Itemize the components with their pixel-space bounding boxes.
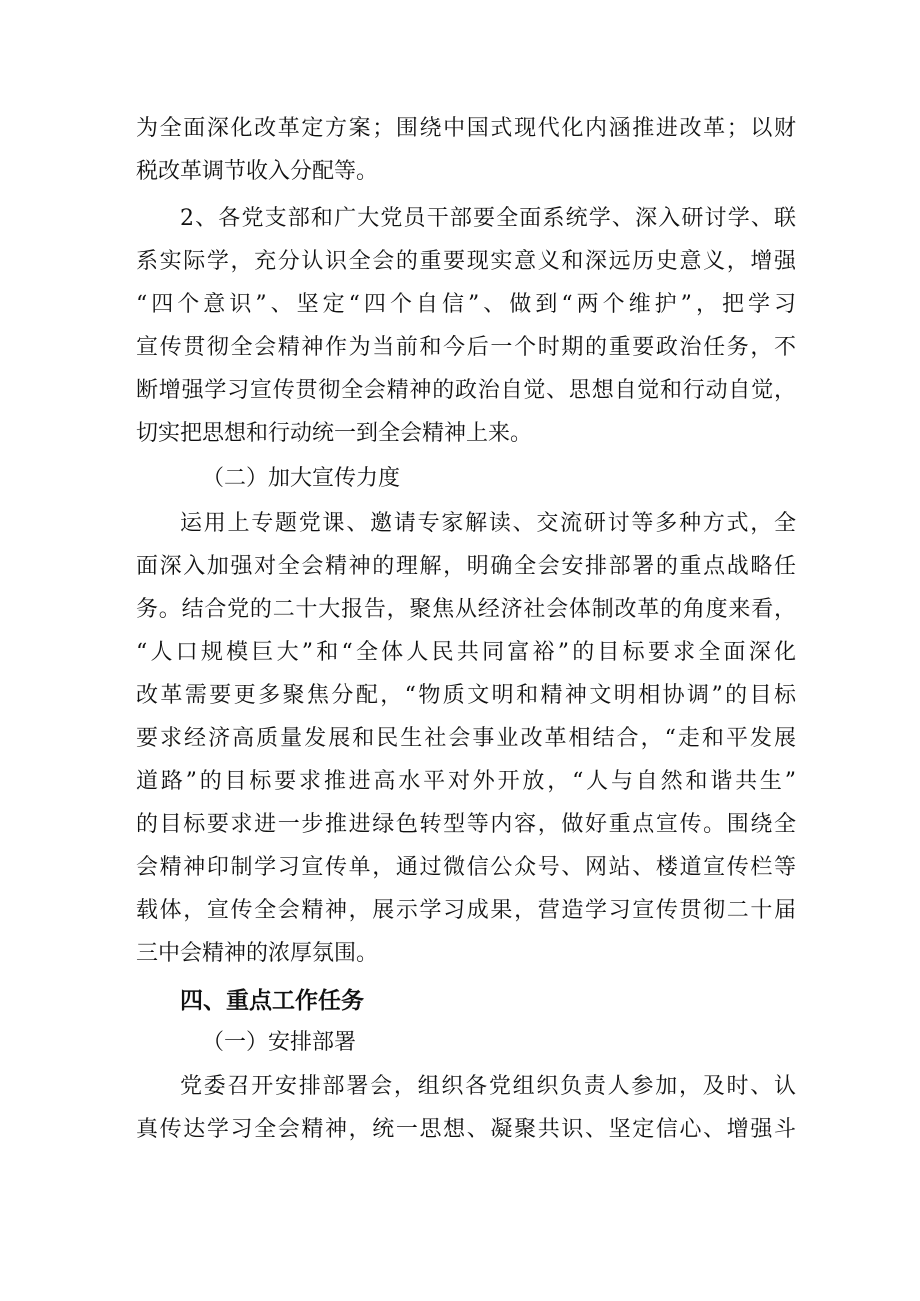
section-heading <box>136 980 796 1023</box>
paragraph-publicity <box>136 502 796 975</box>
paragraph-item-2 <box>136 197 796 455</box>
subheading-deployment <box>136 1021 796 1064</box>
paragraph-deployment <box>136 1065 796 1151</box>
text-line: 宣传贯彻全会精神作为当前和今后一个时期的重要政治任务，不 <box>136 335 796 360</box>
text-line: 会精神印制学习宣传单，通过微信公众号、网站、楼道宣传栏等 <box>136 855 796 880</box>
text-line: 务。结合党的二十大报告，聚焦从经济社会体制改革的角度来看， <box>136 597 796 622</box>
text-line: “四个意识”、坚定“四个自信”、做到“两个维护”，把学习 <box>136 292 796 317</box>
subheading-publicity <box>136 457 796 500</box>
text-line: 2、各党支部和广大党员干部要全面系统学、深入研讨学、联 <box>180 206 796 231</box>
text-line: 系实际学，充分认识全会的重要现实意义和深远历史意义，增强 <box>136 249 796 274</box>
text-line: 的目标要求进一步推进绿色转型等内容，做好重点宣传。围绕全 <box>136 812 796 837</box>
text-line: 载体，宣传全会精神，展示学习成果，营造学习宣传贯彻二十届 <box>136 898 796 923</box>
text-line: 要求经济高质量发展和民生社会事业改革相结合，“走和平发展 <box>136 726 796 751</box>
text-line: 改革需要更多聚焦分配，“物质文明和精神文明相协调”的目标 <box>136 683 796 708</box>
text-line: 面深入加强对全会精神的理解，明确全会安排部署的重点战略任 <box>136 554 796 579</box>
text-line: 为全面深化改革定方案；围绕中国式现代化内涵推进改革；以财 <box>136 116 796 141</box>
text-line: 道路”的目标要求推进高水平对外开放，“人与自然和谐共生” <box>136 769 796 794</box>
text-line: “人口规模巨大”和“全体人民共同富裕”的目标要求全面深化 <box>136 640 796 665</box>
subheading-text: （二）加大宣传力度 <box>202 466 401 491</box>
text-line: 断增强学习宣传贯彻全会精神的政治自觉、思想自觉和行动自觉， <box>136 378 796 403</box>
paragraph-continuation <box>136 107 796 193</box>
text-line: 切实把思想和行动统一到全会精神上来。 <box>136 421 533 446</box>
text-line: 三中会精神的浓厚氛围。 <box>136 941 379 966</box>
section-heading-text: 四、重点工作任务 <box>180 988 364 1014</box>
subheading-text: （一）安排部署 <box>202 1030 357 1055</box>
text-line: 真传达学习全会精神，统一思想、凝聚共识、坚定信心、增强斗 <box>136 1117 796 1142</box>
text-line: 党委召开安排部署会，组织各党组织负责人参加，及时、认 <box>180 1074 796 1099</box>
text-line: 税改革调节收入分配等。 <box>136 159 379 184</box>
text-line: 运用上专题党课、邀请专家解读、交流研讨等多种方式，全 <box>180 511 796 536</box>
